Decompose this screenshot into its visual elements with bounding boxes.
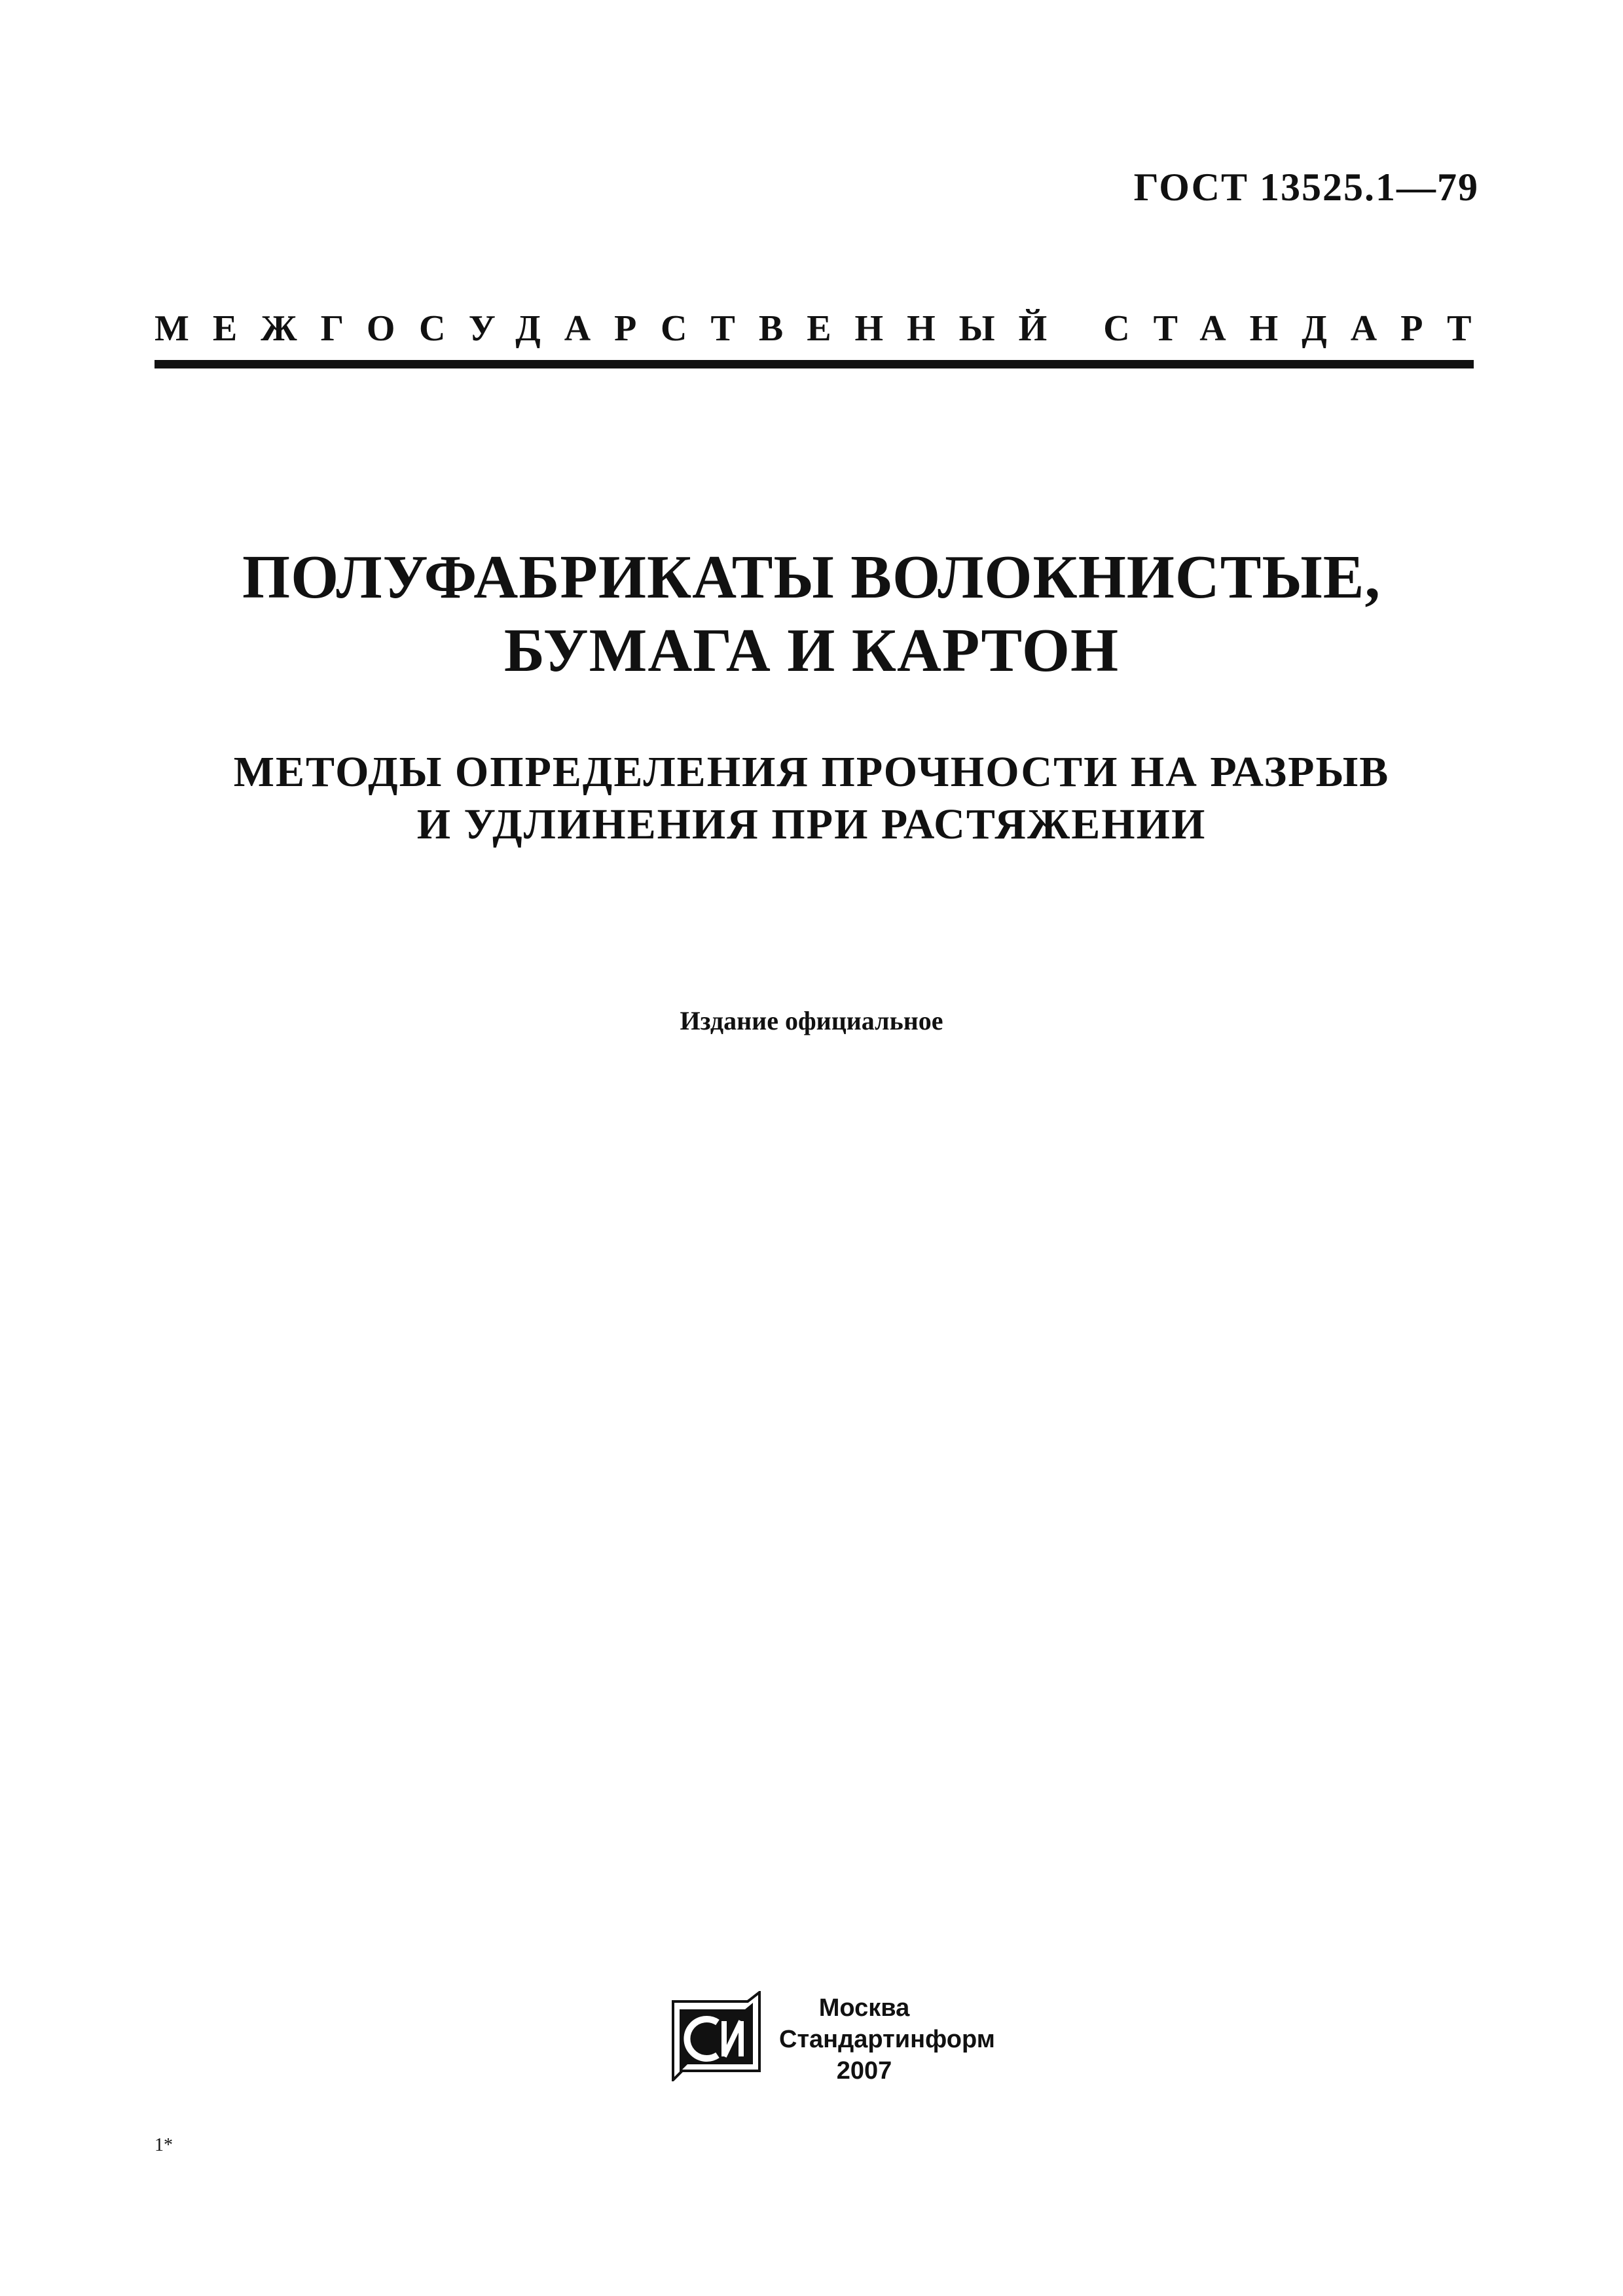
subtitle-line: И УДЛИНЕНИЯ ПРИ РАСТЯЖЕНИИ (416, 800, 1207, 848)
standartinform-logo-icon (669, 1991, 762, 2081)
page-mark: 1* (155, 2135, 173, 2155)
edition-label: Издание официальное (680, 1006, 943, 1035)
publisher-block (779, 1992, 995, 2087)
document-number: ГОСТ 13525.1—79 (1133, 166, 1479, 209)
document-title (0, 541, 1623, 687)
subtitle-line: МЕТОДЫ ОПРЕДЕЛЕНИЯ ПРОЧНОСТИ НА РАЗРЫВ (233, 748, 1390, 796)
title-line: ПОЛУФАБРИКАТЫ ВОЛОКНИСТЫЕ, (242, 543, 1381, 611)
title-line: БУМАГА И КАРТОН (503, 617, 1120, 685)
standard-type-heading: МЕЖГОСУДАРСТВЕННЫЙ СТАНДАРТ (155, 308, 1495, 349)
header-rule (155, 360, 1474, 368)
publisher-name: Стандартинформ (779, 2026, 995, 2053)
publisher-city: Москва (818, 1994, 910, 2022)
document-subtitle (0, 746, 1623, 851)
publication-year: 2007 (836, 2057, 892, 2085)
